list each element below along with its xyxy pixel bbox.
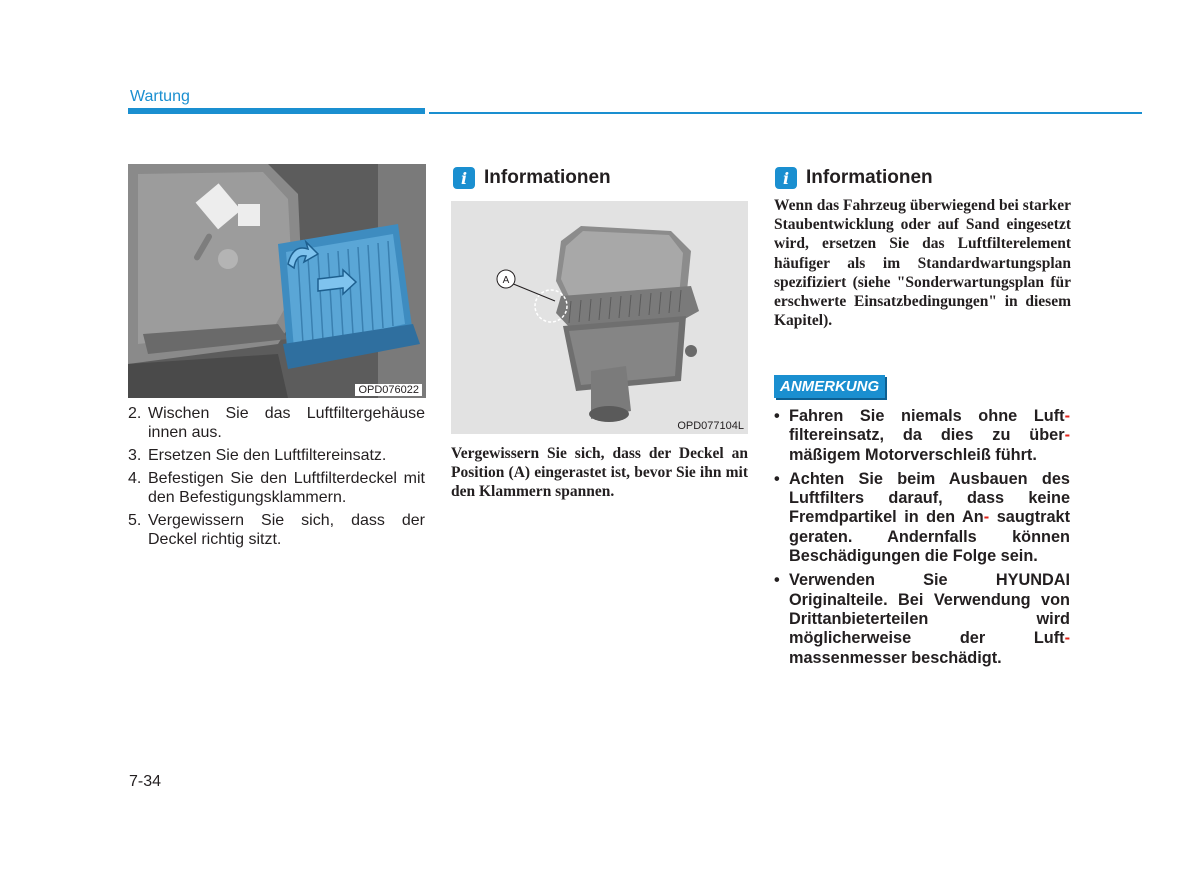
step-number: 2. — [128, 405, 142, 422]
bullet-text-part: Fahren Sie niemals ohne Luft — [789, 407, 1065, 425]
info-heading — [453, 167, 611, 189]
info-title: Informationen — [806, 167, 933, 188]
bullet-text-part: massenmesser beschädigt. — [789, 648, 1002, 667]
right-info-text: Wenn das Fahrzeug überwiegend bei starker Staubentwicklung oder auf Sand eingesetzt wird, ersetzen Sie das Luftfilterelement häufiger als im Standardwartungsplan spezifiziert (siehe "Sonderwartungsplan für erschwerte Einsatzbedingungen" in diesem Kapitel). — [774, 197, 1071, 330]
step-number: 3. — [128, 447, 142, 464]
hyphen: - — [983, 508, 990, 527]
list-item — [128, 404, 425, 442]
step-text: Befestigen Sie den Luftfilterdeckel mit den Befestigungsklammern. — [148, 470, 425, 506]
air-filter-photo — [128, 164, 426, 398]
bullet-text — [789, 470, 1070, 566]
list-item — [774, 470, 1070, 566]
step-number: 5. — [128, 512, 142, 529]
bullet-text-part: saugtrakt geraten. Andernfalls können Beschädigungen die Folge sein. — [789, 508, 1070, 566]
info-icon: i — [453, 167, 475, 189]
notice-bullets — [774, 407, 1070, 673]
hyphen: - — [1064, 426, 1070, 445]
bullet-text-part: Achten Sie beim Ausbauen des Luftfilters darauf, dass keine Fremdpartikel in den An — [789, 469, 1070, 527]
info-heading — [775, 167, 933, 189]
step-text: Vergewissern Sie sich, dass der Deckel richtig sitzt. — [148, 512, 425, 548]
section-title: Wartung — [130, 88, 190, 105]
bullet-text-part: mäßigem Motorverschleiß führt. — [789, 445, 1037, 464]
bullet-text — [789, 571, 1070, 667]
hyphen: - — [1064, 407, 1070, 425]
air-filter-housing-figure — [451, 201, 748, 434]
info-title: Informationen — [484, 167, 611, 188]
figure-code: OPD077104L — [677, 420, 744, 432]
notice-badge: ANMERKUNG — [774, 375, 885, 398]
bullet-icon: • — [774, 407, 780, 425]
header-rule-right — [429, 112, 1142, 114]
hyphen: - — [1064, 629, 1070, 648]
info-icon: i — [775, 167, 797, 189]
step-text: Ersetzen Sie den Luftfiltereinsatz. — [148, 447, 387, 464]
procedure-steps — [128, 404, 425, 553]
middle-info-text: Vergewissern Sie sich, dass der Deckel an Position (A) eingerastet ist, bevor Sie ihn mit den Klammern spannen. — [451, 445, 748, 501]
bullet-text-part: Verwenden Sie HYUNDAI Originalteile. Bei Verwendung von Drittanbieterteilen wird möglicherweise der Luft — [789, 571, 1070, 648]
figure-code: OPD076022 — [355, 384, 422, 396]
bullet-text — [789, 407, 1070, 465]
list-item — [128, 511, 425, 549]
step-number: 4. — [128, 470, 142, 487]
list-item — [774, 407, 1070, 465]
bullet-text-part: filtereinsatz, da dies zu über — [789, 426, 1065, 445]
page-number: 7-34 — [129, 773, 162, 790]
step-text: Wischen Sie das Luftfiltergehäuse innen aus. — [148, 405, 425, 441]
bullet-icon: • — [774, 469, 780, 488]
header-rule-left — [128, 108, 425, 114]
list-item — [128, 446, 425, 465]
list-item — [774, 571, 1070, 667]
figure-label-a: A — [502, 275, 510, 286]
air-filter-illustration — [128, 164, 426, 398]
bullet-icon: • — [774, 571, 780, 590]
list-item — [128, 469, 425, 507]
air-filter-housing-illustration — [451, 201, 748, 434]
